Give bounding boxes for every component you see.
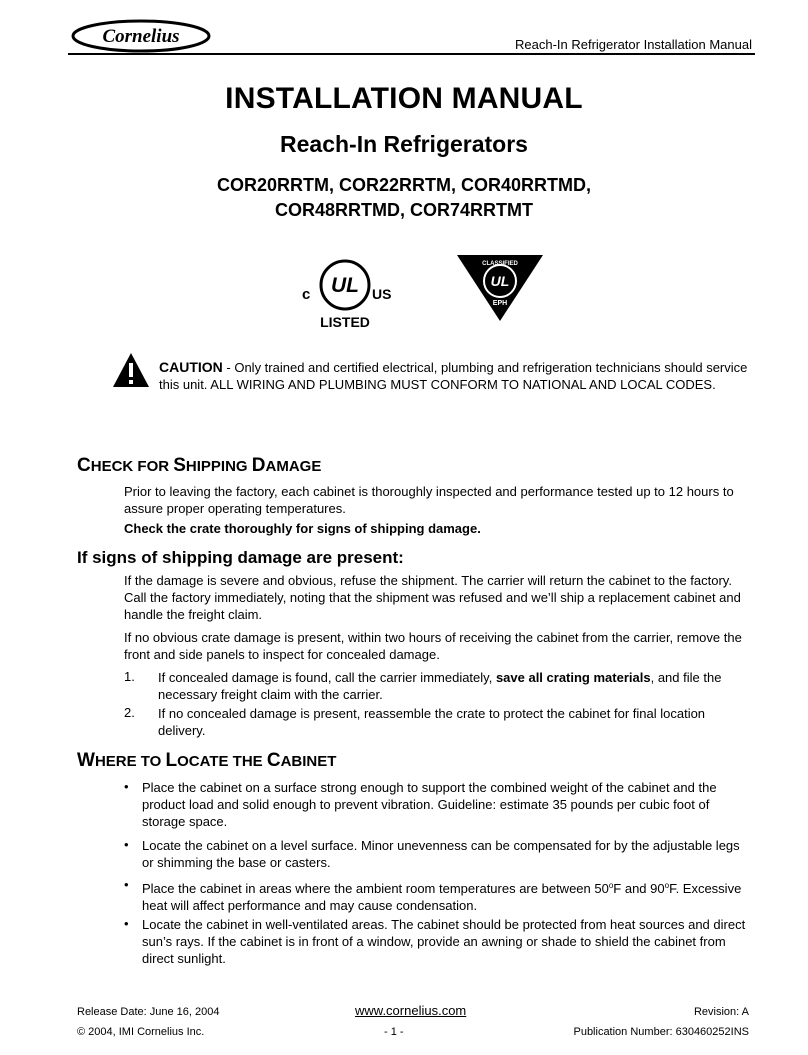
website-link[interactable]: www.cornelius.com xyxy=(355,1003,467,1018)
copyright: © 2004, IMI Cornelius Inc. xyxy=(77,1026,205,1038)
eph-text: EPH xyxy=(492,300,508,307)
revision: Revision: A xyxy=(693,1006,749,1018)
header-title: Reach-In Refrigerator Installation Manual xyxy=(514,37,752,52)
list-item-1: If concealed damage is found, call the carrier immediately, save all crating materials, and file the necessary freight claim with the carrier. xyxy=(158,670,722,702)
signs-para-1: If the damage is severe and obvious, refuse the shipment. The carrier will return the cabinet to the factory. Call the factory immediately, noting that the shipment was refused and we’ll ship a replacement cabinet and handle the freight claim. xyxy=(124,573,741,622)
ul-listed-mark xyxy=(290,255,400,333)
caution-body: - Only trained and certified electrical, plumbing and refrigeration technicians should service this unit. ALL WIRING AND PLUMBING MUST CONFORM TO NATIONAL AND LOCAL CODES. xyxy=(159,360,748,392)
caution-label: CAUTION xyxy=(159,359,223,375)
models-line-2: COR48RRTMD, COR74RRTMT xyxy=(274,200,533,220)
ul-listed-text: LISTED xyxy=(320,314,370,330)
ul-classified-mark xyxy=(455,253,545,323)
ul-c: c xyxy=(302,286,311,303)
caution-notice xyxy=(159,359,749,393)
signs-para-2: If no obvious crate damage is present, within two hours of receiving the cabinet from the carrier, remove the front and side panels to inspect for concealed damage. xyxy=(124,630,742,662)
section-heading-shipping: CHECK FOR SHIPPING DAMAGE xyxy=(77,455,322,476)
cornelius-logo xyxy=(70,18,212,54)
ul-us: US xyxy=(372,286,392,302)
section-heading-locate: WHERE TO LOCATE THE CABINET xyxy=(77,750,337,771)
list-number-1: 1. xyxy=(124,669,135,684)
shipping-para-2: Check the crate thoroughly for signs of shipping damage. xyxy=(124,521,481,536)
bullet-3-marker: • xyxy=(124,877,129,892)
model-list xyxy=(0,173,808,223)
classified-ul-text: UL xyxy=(490,273,510,289)
list-number-2: 2. xyxy=(124,705,135,720)
bullet-3: Place the cabinet in areas where the ambient room temperatures are between 50$^o$F and 90$^o$F. Excessive heat will affect performance and may cause condensation. xyxy=(142,881,742,913)
bullet-2-marker: • xyxy=(124,837,129,852)
section-heading-signs: If signs of shipping damage are present: xyxy=(77,548,404,567)
warning-icon xyxy=(112,352,150,388)
models-line-1: COR20RRTM, COR22RRTM, COR40RRTMD, xyxy=(216,175,592,195)
header-rule xyxy=(68,53,755,55)
classified-text: CLASSIFIED xyxy=(482,261,518,267)
page-number: - 1 - xyxy=(384,1026,404,1038)
release-date: Release Date: June 16, 2004 xyxy=(77,1006,220,1018)
main-title: INSTALLATION MANUAL xyxy=(225,82,583,115)
ul-logo-text: UL xyxy=(331,274,359,297)
bullet-1-marker: • xyxy=(124,779,129,794)
bullet-4: Locate the cabinet in well-ventilated areas. The cabinet should be protected from heat sources and direct sun’s rays. If the cabinet is in front of a window, provide an awning or shade to shield the cabinet from direct sunlight. xyxy=(142,917,746,966)
logo-text: Cornelius xyxy=(102,26,180,47)
bullet-2: Locate the cabinet on a level surface. Minor unevenness can be compensated for by the adjustable legs or shimming the base or casters. xyxy=(142,838,740,870)
bullet-1: Place the cabinet on a surface strong enough to support the combined weight of the cabinet and the product load and solid enough to prevent vibration. Guideline: estimate 35 pounds per cubic foot of storage space. xyxy=(142,780,717,829)
subtitle: Reach-In Refrigerators xyxy=(280,131,528,157)
bullet-4-marker: • xyxy=(124,916,129,931)
list-item-2: If no concealed damage is present, reassemble the crate to protect the cabinet for final location delivery. xyxy=(158,706,706,738)
publication-number: Publication Number: 630460252INS xyxy=(573,1026,749,1038)
shipping-para-1: Prior to leaving the factory, each cabinet is thoroughly inspected and performance tested up to 12 hours to assure proper operating temperatures. xyxy=(124,484,734,516)
